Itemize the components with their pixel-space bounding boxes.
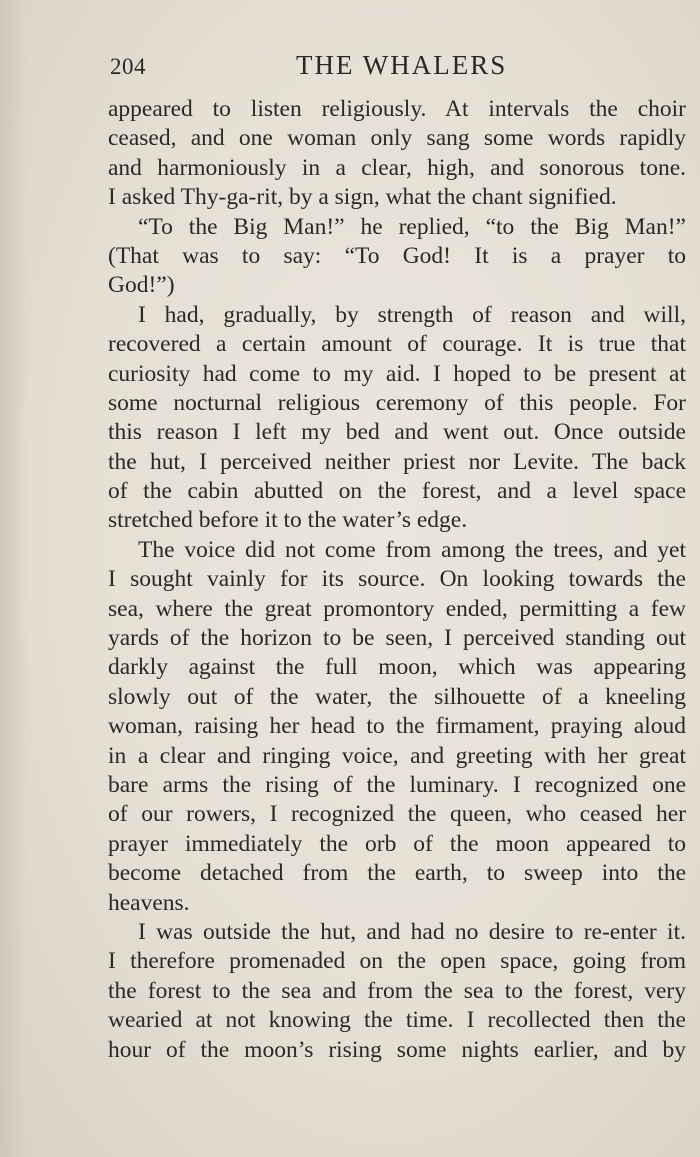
- page-gutter-shadow: [0, 0, 28, 1157]
- text-line: recovered a certain amount of courage. It is true that: [108, 331, 686, 358]
- text-line: (That was to say: “To God! It is a prayer to: [108, 242, 686, 269]
- text-line: sea, where the great promontory ended, permitting a few: [108, 595, 686, 622]
- page-number: 204: [110, 54, 146, 79]
- text-line: wearied at not knowing the time. I recollected then the: [108, 1007, 686, 1034]
- text-line: this reason I left my bed and went out. Once outside: [108, 419, 686, 446]
- text-line: stretched before it to the water’s edge.: [108, 507, 468, 534]
- text-line: hour of the moon’s rising some nights earlier, and by: [108, 1036, 686, 1063]
- text-line: in a clear and ringing voice, and greeting with her great: [108, 742, 686, 769]
- text-line: the hut, I perceived neither priest nor Levite. The back: [108, 448, 686, 475]
- text-line: darkly against the full moon, which was appearing: [108, 654, 686, 681]
- text-line: prayer immediately the orb of the moon appeared to: [108, 830, 686, 857]
- text-line: ceased, and one woman only sang some words rapidly: [108, 125, 686, 152]
- text-line: woman, raising her head to the firmament, praying aloud: [108, 713, 686, 740]
- text-line: “To the Big Man!” he replied, “to the Big Man!”: [138, 213, 686, 240]
- text-line: bare arms the rising of the luminary. I recognized one: [108, 771, 686, 798]
- text-line: and harmoniously in a clear, high, and sonorous tone.: [108, 154, 686, 181]
- text-line: heavens.: [108, 889, 190, 916]
- text-line: yards of the horizon to be seen, I perceived standing out: [108, 625, 686, 652]
- text-line: I had, gradually, by strength of reason and will,: [138, 301, 686, 328]
- text-line: God!”): [108, 272, 175, 299]
- text-line: appeared to listen religiously. At intervals the choir: [108, 96, 686, 122]
- text-line: the forest to the sea and from the sea to the forest, very: [108, 977, 686, 1004]
- text-line: I therefore promenaded on the open space, going from: [108, 948, 686, 975]
- running-head: THE WHALERS: [296, 50, 508, 80]
- text-line: The voice did not come from among the trees, and yet: [138, 536, 686, 563]
- text-line: slowly out of the water, the silhouette of a kneeling: [108, 683, 686, 710]
- text-line: curiosity had come to my aid. I hoped to be present at: [108, 360, 686, 387]
- text-line: some nocturnal religious ceremony of this people. For: [108, 389, 686, 416]
- text-line: I asked Thy-ga-rit, by a sign, what the chant signified.: [108, 184, 617, 211]
- text-line: I sought vainly for its source. On looking towards the: [108, 566, 686, 593]
- body-text: [108, 95, 686, 1065]
- text-line: become detached from the earth, to sweep into the: [108, 860, 686, 887]
- text-line: of the cabin abutted on the forest, and a level space: [108, 478, 686, 505]
- text-line: I was outside the hut, and had no desire to re-enter it.: [138, 918, 686, 945]
- text-line: of our rowers, I recognized the queen, who ceased her: [108, 801, 686, 828]
- page-header: [110, 50, 686, 86]
